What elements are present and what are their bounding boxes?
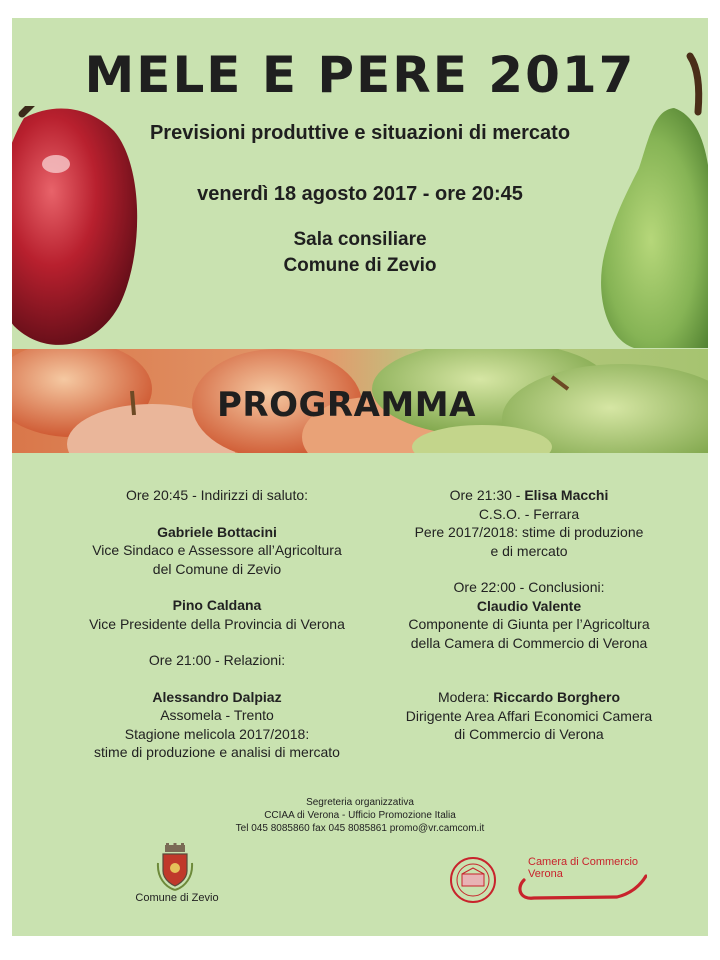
speaker-role: della Camera di Commercio di Verona xyxy=(410,634,648,651)
conclusions-time: Ore 22:00 - Conclusioni: xyxy=(453,579,605,595)
zevio-label: Comune di Zevio xyxy=(135,892,219,904)
speaker-name: Claudio Valente xyxy=(476,597,582,614)
speaker-role: Componente di Giunta per l’Agricoltura xyxy=(408,616,650,632)
moderator-line xyxy=(364,688,694,707)
program-left-column xyxy=(52,486,382,762)
venue-line-2: Comune di Zevio xyxy=(283,255,437,276)
chamber-name xyxy=(528,856,638,880)
speaker-org: Assomela - Trento xyxy=(160,707,274,723)
secretariat-contacts: Tel 045 8085860 fax 045 8085861 promo@vr.camcom.it xyxy=(235,823,485,834)
speaker-role: Vice Sindaco e Assessore all’Agricoltura xyxy=(92,542,342,558)
event-title: MELE E PERE 2017 xyxy=(84,46,636,104)
speaker-topic: Stagione melicola 2017/2018: xyxy=(124,725,310,742)
speaker-name: Elisa Macchi xyxy=(524,487,609,503)
reports-time: Ore 21:00 - Relazioni: xyxy=(148,652,286,668)
event-date: venerdì 18 agosto 2017 - ore 20:45 xyxy=(197,183,523,205)
speaker-role: Vice Presidente della Provincia di Verona xyxy=(89,615,345,632)
talk-time: Ore 21:30 - xyxy=(449,487,525,503)
poster xyxy=(12,18,708,936)
chamber-name-line-1: Camera di Commercio xyxy=(528,856,639,868)
talk-time-line xyxy=(364,486,694,505)
speaker-topic: Pere 2017/2018: stime di produzione xyxy=(414,524,644,540)
secretariat-office: CCIAA di Verona - Ufficio Promozione Italia xyxy=(264,810,456,821)
welcome-time: Ore 20:45 - Indirizzi di saluto: xyxy=(125,487,309,503)
moderator-name: Riccardo Borghero xyxy=(493,689,621,705)
speaker-org: C.S.O. - Ferrara xyxy=(478,505,580,522)
moderator-role: Dirigente Area Affari Economici Camera xyxy=(405,707,653,724)
speaker-name: Alessandro Dalpiaz xyxy=(152,688,282,705)
chamber-name-line-2: Verona xyxy=(528,868,563,880)
speaker-name: Pino Caldana xyxy=(172,597,262,613)
program-right-column xyxy=(364,486,694,744)
moderator-role: di Commercio di Verona xyxy=(454,726,604,742)
program-heading: PROGRAMMA xyxy=(217,385,476,425)
secretariat-title: Segreteria organizzativa xyxy=(306,797,414,808)
moderator-label: Modera: xyxy=(437,689,494,705)
organizing-secretariat xyxy=(162,796,558,835)
venue-line-1: Sala consiliare xyxy=(293,229,427,250)
chamber-seal-icon xyxy=(449,856,497,904)
event-venue xyxy=(12,227,708,279)
speaker-role: del Comune di Zevio xyxy=(152,560,282,577)
speaker-name: Gabriele Bottacini xyxy=(157,523,277,540)
speaker-topic: stime di produzione e analisi di mercato xyxy=(94,744,340,760)
event-subtitle: Previsioni produttive e situazioni di mercato xyxy=(149,122,571,144)
zevio-coat-of-arms-icon xyxy=(155,843,195,893)
speaker-topic: e di mercato xyxy=(490,542,568,559)
